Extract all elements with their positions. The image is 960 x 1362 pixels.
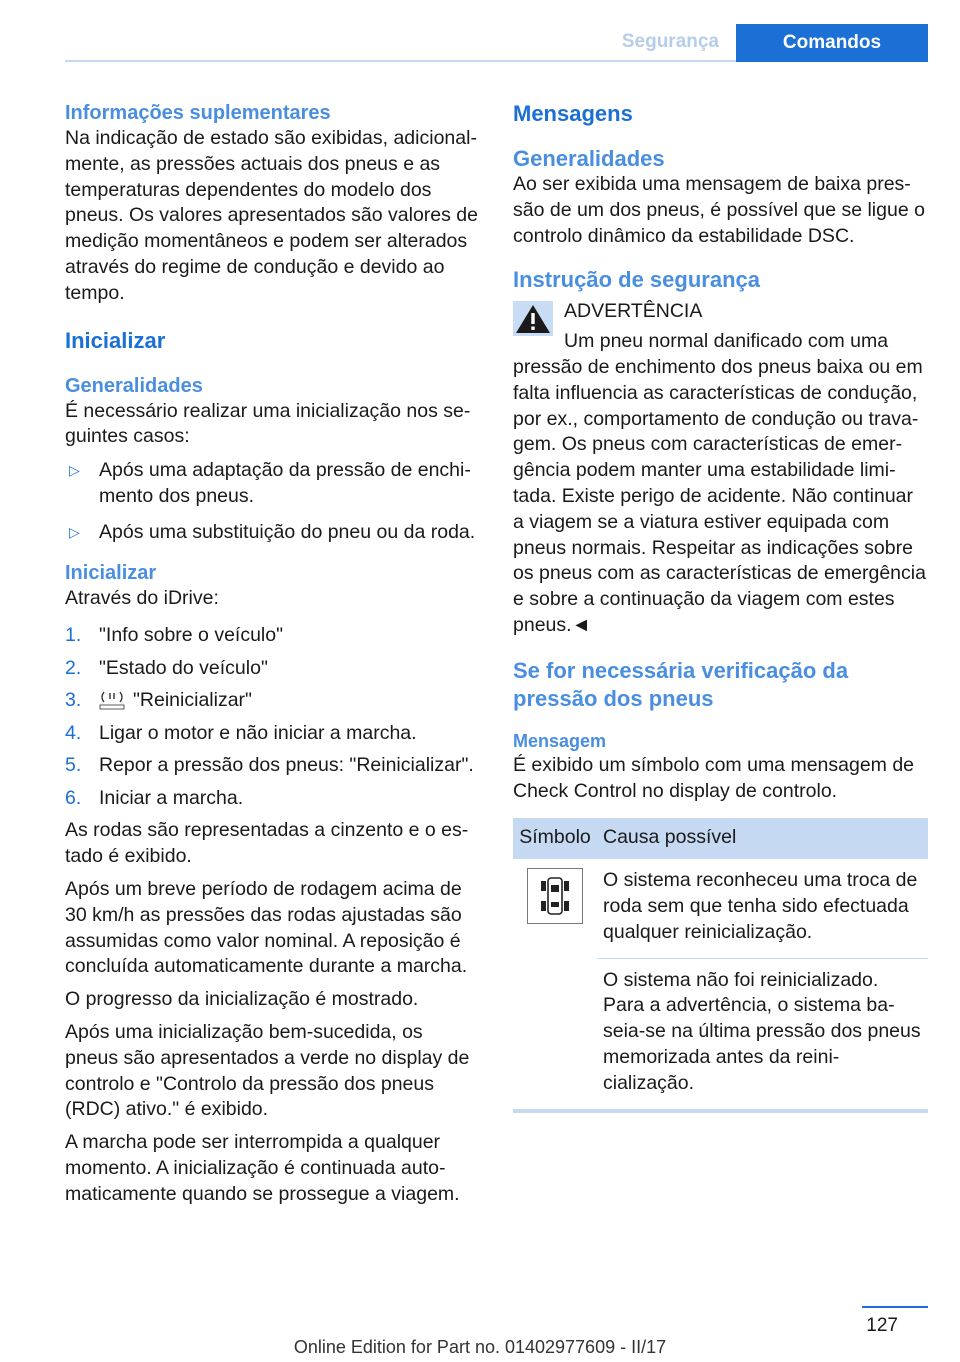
warning-triangle-icon xyxy=(513,301,553,336)
table-header-symbol: Símbolo xyxy=(513,818,597,859)
page-number-rule xyxy=(862,1306,928,1308)
heading-general: Generalidades xyxy=(513,146,665,171)
heading-check-pressure: Se for necessária verificação da pressão dos pneus xyxy=(513,657,849,711)
paragraph: Após um breve período de rodagem acima de 30 km/h as pressões das rodas ajustadas são assumidas como valor nominal. A reposição é concluída automaticamente durante a marcha. xyxy=(65,877,468,978)
heading-initialize: Inicializar xyxy=(65,327,166,353)
list-item xyxy=(65,721,480,754)
paragraph-general: É necessário realizar uma inicialização nos seguintes casos: xyxy=(65,399,471,448)
right-column xyxy=(513,100,928,1113)
step-text: Iniciar a marcha. xyxy=(99,786,244,809)
table-cell-cause: O sistema reconheceu uma troca de roda sem que tenha sido efectuada qualquer reinicialização. xyxy=(597,859,928,958)
triangle-bullet-icon: ▷ xyxy=(69,462,80,479)
step-text: "Estado do veículo" xyxy=(99,656,268,679)
step-number: 4. xyxy=(65,721,82,744)
warning-text: Um pneu normal danificado com uma pressão de enchimento dos pneus baixa ou em falta influencia as características de condução, por ex., comportamento de condução ou travagem. Os pneus com características de emergência podem manter uma estabilidade limitada. Existe perigo de acidente. Não continuar a viagem se a viatura estiver equipada com pneus normais. Respeitar as indicações sobre os pneus com as características de emergência e sobre a continuação da viagem com estes pneus.◄ xyxy=(513,330,926,636)
table-cell-cause: O sistema não foi reinicializado. Para a advertência, o sistema baseia-se na última pressão dos pneus memorizada antes da reinicialização. xyxy=(597,958,928,1110)
list-item xyxy=(65,688,480,721)
paragraph-idrive: Através do iDrive: xyxy=(65,586,219,609)
heading-messages: Mensagens xyxy=(513,101,633,126)
page-number: 127 xyxy=(866,1315,898,1336)
step-number: 5. xyxy=(65,754,82,777)
table-header-cause: Causa possível xyxy=(597,818,928,859)
paragraph: Após uma inicialização bem-sucedida, os pneus são apresentados a verde no display de controlo e "Controlo da pressão dos pneus (RDC) ativo." é exibido. xyxy=(65,1020,470,1121)
heading-info: Informações suplementares xyxy=(65,102,331,124)
table-header-row xyxy=(513,818,928,859)
warning-block xyxy=(513,299,928,325)
paragraph: As rodas são representadas a cinzento e o estado é exibido. xyxy=(65,819,469,868)
step-text: "Info sobre o veículo" xyxy=(99,624,284,647)
step-text: Ligar o motor e não iniciar a marcha. xyxy=(99,721,417,744)
list-item xyxy=(65,623,480,656)
table-row xyxy=(513,859,928,958)
footer-edition: Online Edition for Part no. 01402977609 - II/17 xyxy=(293,1337,667,1357)
header-tab-chapter: Comandos xyxy=(736,24,928,62)
table-cell-symbol xyxy=(513,958,597,1110)
reset-icon xyxy=(99,690,125,710)
header-tab-section: Segurança xyxy=(621,31,719,52)
step-number: 3. xyxy=(65,689,82,712)
step-number: 6. xyxy=(65,786,82,809)
heading-general: Generalidades xyxy=(65,374,203,397)
paragraph-info: Na indicação de estado são exibidas, adicionalmente, as pressões actuais dos pneus e as temperaturas dependentes do modelo dos pneus. Os valores apresentados são valores de medição momentâneos e podem ser alterados através do regime de condução e devido ao tempo. xyxy=(65,127,478,304)
table-cell-symbol xyxy=(513,859,597,958)
car-tire-pressure-icon xyxy=(527,868,583,924)
symbol-table xyxy=(513,818,928,1112)
heading-safety: Instrução de segurança xyxy=(513,267,760,293)
step-text: "Reinicializar" xyxy=(133,689,252,712)
list-item-text: Após uma adaptação da pressão de enchimento dos pneus. xyxy=(99,459,471,507)
paragraph: O progresso da inicialização é mostrado. xyxy=(65,988,419,1011)
cases-list xyxy=(65,458,480,545)
steps-list xyxy=(65,623,480,818)
list-item xyxy=(65,786,480,819)
list-item-text: Após uma substituição do pneu ou da roda. xyxy=(99,520,476,543)
heading-initialize-sub: Inicializar xyxy=(65,561,157,584)
warning-label: ADVERTÊNCIA xyxy=(564,300,703,323)
list-item xyxy=(65,656,480,689)
triangle-bullet-icon: ▷ xyxy=(69,523,80,540)
left-column xyxy=(65,100,480,1215)
paragraph-message: É exibido um símbolo com uma mensagem de Check Control no display de controlo. xyxy=(513,753,915,802)
step-text: Repor a pressão dos pneus: "Reinicializar". xyxy=(99,754,474,777)
step-number: 2. xyxy=(65,656,82,679)
heading-message: Mensagem xyxy=(513,730,607,751)
list-item xyxy=(65,520,480,546)
step-number: 1. xyxy=(65,624,82,647)
list-item xyxy=(65,458,480,510)
paragraph: A marcha pode ser interrompida a qualquer momento. A inicialização é continuada automaticamente quando se prossegue a viagem. xyxy=(65,1131,460,1205)
list-item xyxy=(65,753,480,786)
paragraph-general: Ao ser exibida uma mensagem de baixa pressão de um dos pneus, é possível que se ligue o controlo dinâmico da estabilidade DSC. xyxy=(513,173,925,247)
table-row xyxy=(513,958,928,1110)
